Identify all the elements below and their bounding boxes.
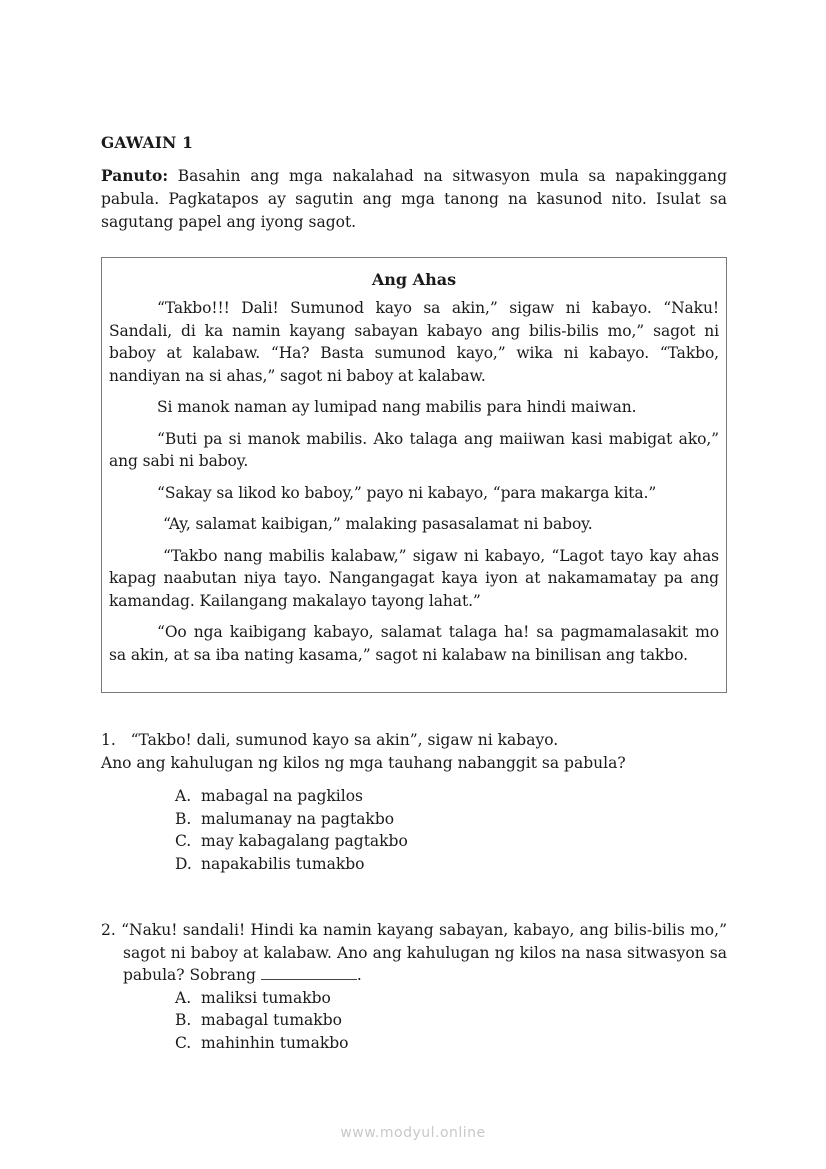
answer-option-b[interactable]: B. mabagal tumakbo bbox=[175, 1011, 342, 1029]
instructions bbox=[101, 164, 727, 234]
answer-blank bbox=[261, 965, 357, 980]
story-paragraph: “Takbo nang mabilis kalabaw,” sigaw ni kabayo, “Lagot tayo kay ahas kapag naabutan niya tayo. Nangangagat kaya iyon at nakamamatay pa ang kamandag. Kailangang makalayo tayong lahat.” bbox=[109, 546, 719, 610]
instructions-label: Panuto: bbox=[101, 166, 169, 185]
instructions-text: Basahin ang mga nakalahad na sitwasyon mula sa napakinggang pabula. Pagkatapos ay sagutin ang mga tanong na kasunod nito. Isulat sa sagutang papel ang iyong sagot. bbox=[101, 167, 727, 231]
story-paragraph: “Buti pa si manok mabilis. Ako talaga ang maiiwan kasi mabigat ako,” ang sabi ni baboy. bbox=[109, 429, 719, 470]
answer-option-c[interactable]: C. may kabagalang pagtakbo bbox=[175, 832, 408, 850]
question-prompt: Ano ang kahulugan ng kilos ng mga tauhang nabanggit sa pabula? bbox=[101, 753, 626, 772]
answer-options bbox=[101, 987, 727, 1055]
question-number: 1. bbox=[101, 731, 116, 749]
question-2-text: 2. “Naku! sandali! Hindi ka namin kayang sabayan, kabayo, ang bilis-bilis mo,” sagot ni baboy at kalabaw. Ano ang kahulugan ng kilos na nasa sitwasyon sa pabula? Sobrang . bbox=[101, 921, 727, 984]
story-paragraph: Si manok naman ay lumipad nang mabilis para hindi maiwan. bbox=[157, 398, 637, 416]
story-paragraph: “Ay, salamat kaibigan,” malaking pasasalamat ni baboy. bbox=[163, 515, 593, 533]
story-title: Ang Ahas bbox=[371, 270, 457, 289]
question-number: 2. bbox=[101, 921, 116, 939]
story-paragraph: “Takbo!!! Dali! Sumunod kayo sa akin,” sigaw ni kabayo. “Naku! Sandali, di ka namin kayang sabayan kabayo ang bilis-bilis mo,” sagot ni baboy at kalabaw. “Ha? Basta sumunod kayo,” wika ni kabayo. “Takbo, nandiyan na si ahas,” sagot ni baboy at kalabaw. bbox=[109, 299, 719, 385]
answer-options bbox=[101, 785, 727, 875]
answer-option-b[interactable]: B. malumanay na pagtakbo bbox=[175, 809, 395, 828]
question-1 bbox=[101, 729, 727, 875]
watermark: www.modyul.online bbox=[340, 1125, 486, 1141]
question-2 bbox=[101, 919, 727, 1054]
answer-option-a[interactable]: A. maliksi tumakbo bbox=[175, 988, 331, 1007]
activity-heading: GAWAIN 1 bbox=[101, 133, 194, 152]
answer-option-c[interactable]: C. mahinhin tumakbo bbox=[175, 1033, 349, 1052]
question-1-quote-line bbox=[101, 729, 727, 752]
answer-option-d[interactable]: D. napakabilis tumakbo bbox=[175, 854, 365, 873]
answer-option-a[interactable]: A. mabagal na pagkilos bbox=[175, 787, 363, 805]
question-quote: “Takbo! dali, sumunod kayo sa akin”, sigaw ni kabayo. bbox=[130, 731, 559, 749]
story-paragraph: “Oo nga kaibigang kabayo, salamat talaga ha! sa pagmamalasakit mo sa akin, at sa iba nating kasama,” sagot ni kalabaw na binilisan ang takbo. bbox=[109, 623, 719, 664]
story-paragraph: “Sakay sa likod ko baboy,” payo ni kabayo, “para makarga kita.” bbox=[157, 483, 657, 502]
story-box bbox=[101, 257, 727, 693]
